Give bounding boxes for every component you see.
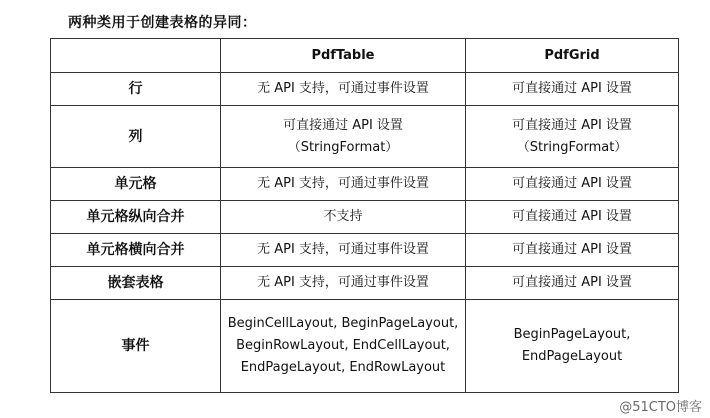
table-row-horizontal-merge (51, 234, 679, 267)
cell-text: BeginPageLayout, (513, 327, 631, 342)
cell-text: 可直接通过 API 设置 (512, 209, 632, 224)
row-label: 单元格横向合并 (51, 234, 221, 267)
cell-text: BeginRowLayout, EndCellLayout, (236, 338, 450, 353)
pdfgrid-cell (466, 234, 679, 267)
cell-text: （StringFormat） (516, 139, 628, 155)
pdftable-cell (221, 234, 466, 267)
table-row-row (51, 73, 679, 106)
cell-text: 可直接通过 API 设置 (512, 176, 632, 191)
pdftable-cell (221, 300, 466, 393)
cell-text: 可直接通过 API 设置 (512, 242, 632, 257)
pdftable-cell (221, 201, 466, 234)
header-cell-pdfgrid: PdfGrid (466, 39, 679, 73)
cell-text: 可直接通过 API 设置 (283, 117, 403, 133)
pdfgrid-cell (466, 106, 679, 168)
cell-text: 不支持 (323, 209, 363, 224)
row-label: 单元格纵向合并 (51, 201, 221, 234)
row-label: 行 (51, 73, 221, 106)
cell-text: EndPageLayout, EndRowLayout (240, 360, 446, 375)
cell-text: 无 API 支持，可通过事件设置 (257, 81, 429, 96)
header-cell-pdftable: PdfTable (221, 39, 466, 73)
cell-text: （StringFormat） (287, 139, 399, 155)
pdftable-cell (221, 267, 466, 300)
row-label: 事件 (51, 300, 221, 393)
cell-text: 可直接通过 API 设置 (512, 81, 632, 96)
header-cell-blank (51, 39, 221, 73)
pdfgrid-cell (466, 201, 679, 234)
pdfgrid-cell (466, 267, 679, 300)
table-row-nested-table (51, 267, 679, 300)
row-label: 单元格 (51, 168, 221, 201)
pdftable-cell (221, 168, 466, 201)
row-label: 列 (51, 106, 221, 168)
cell-text: EndPageLayout (521, 349, 623, 364)
cell-text: 无 API 支持，可通过事件设置 (257, 176, 429, 191)
cell-text: 无 API 支持，可通过事件设置 (257, 242, 429, 257)
table-row-events (51, 300, 679, 393)
cell-text: 无 API 支持，可通过事件设置 (257, 275, 429, 290)
cell-text: 可直接通过 API 设置 (512, 275, 632, 290)
pdftable-cell (221, 106, 466, 168)
pdfgrid-cell (466, 168, 679, 201)
pdfgrid-cell (466, 73, 679, 106)
pdftable-cell (221, 73, 466, 106)
table-row-cell (51, 168, 679, 201)
table-header-row (51, 39, 679, 73)
table-row-vertical-merge (51, 201, 679, 234)
row-label: 嵌套表格 (51, 267, 221, 300)
comparison-table (50, 38, 679, 393)
cell-text: BeginCellLayout, BeginPageLayout, (227, 316, 459, 331)
pdfgrid-cell (466, 300, 679, 393)
table-row-column (51, 106, 679, 168)
cell-text: 可直接通过 API 设置 (512, 117, 632, 133)
page-heading: 两种类用于创建表格的异同： (68, 15, 257, 31)
watermark-text: @51CTO博客 (619, 400, 702, 415)
